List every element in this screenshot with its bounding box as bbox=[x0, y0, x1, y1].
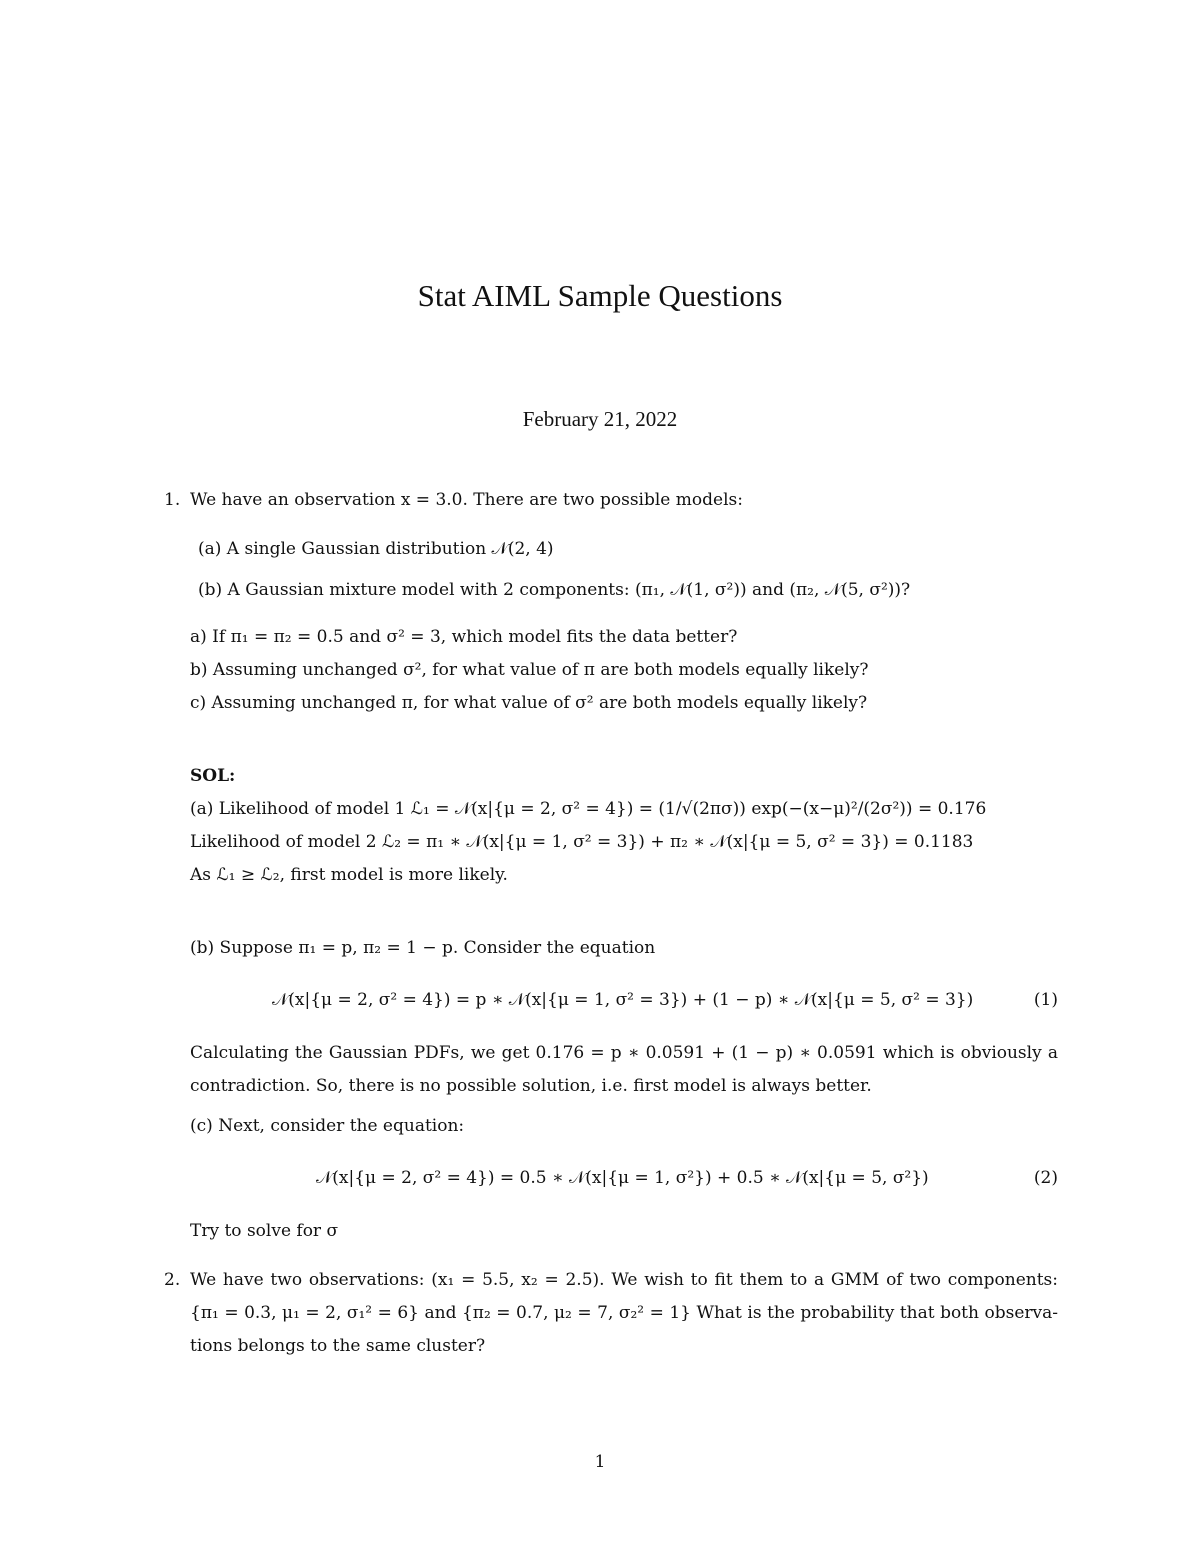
equation-2: 𝒩(x|{μ = 2, σ² = 4}) = 0.5 ∗ 𝒩(x|{μ = 1, σ²}) + 0.5 ∗ 𝒩(x|{μ = 5, σ²}) bbox=[316, 1168, 929, 1188]
question-1-option-b: (b) A Gaussian mixture model with 2 components: (π₁, 𝒩(1, σ²)) and (π₂, 𝒩(5, σ²))? bbox=[198, 580, 911, 600]
question-1-number: 1. bbox=[164, 490, 181, 510]
solution-c-try: Try to solve for σ bbox=[190, 1221, 339, 1241]
solution-a-line-2: Likelihood of model 2 ℒ₂ = π₁ ∗ 𝒩(x|{μ = 1, σ² = 3}) + π₂ ∗ 𝒩(x|{μ = 5, σ² = 3}) = 0.1183 bbox=[190, 832, 974, 852]
question-1-part-b: b) Assuming unchanged σ², for what value of π are both models equally likely? bbox=[190, 660, 869, 680]
solution-heading: SOL: bbox=[190, 766, 236, 786]
document-date: February 21, 2022 bbox=[522, 407, 678, 431]
question-1-option-a: (a) A single Gaussian distribution 𝒩(2, 4) bbox=[198, 539, 554, 559]
question-2-line-3: tions belongs to the same cluster? bbox=[190, 1336, 486, 1356]
solution-a-line-1: (a) Likelihood of model 1 ℒ₁ = 𝒩(x|{μ = 2, σ² = 4}) = (1/√(2πσ)) exp(−(x−μ)²/(2σ²)) = 0.176 bbox=[190, 799, 987, 819]
question-2-line-1: We have two observations: (x₁ = 5.5, x₂ = 2.5). We wish to fit them to a GMM of two components: bbox=[190, 1270, 1058, 1290]
solution-a-line-3: As ℒ₁ ≥ ℒ₂, first model is more likely. bbox=[190, 865, 508, 885]
question-1-text: We have an observation x = 3.0. There are two possible models: bbox=[190, 490, 743, 510]
solution-b-paragraph-line-2: contradiction. So, there is no possible solution, i.e. first model is always better. bbox=[190, 1076, 872, 1096]
question-2-number: 2. bbox=[164, 1270, 181, 1290]
document-title: Stat AIML Sample Questions bbox=[417, 278, 783, 313]
equation-1-number: (1) bbox=[1033, 990, 1058, 1010]
solution-b-intro: (b) Suppose π₁ = p, π₂ = 1 − p. Consider the equation bbox=[190, 938, 656, 958]
question-1-part-c: c) Assuming unchanged π, for what value of σ² are both models equally likely? bbox=[190, 693, 868, 713]
solution-b-paragraph-line-1: Calculating the Gaussian PDFs, we get 0.176 = p ∗ 0.0591 + (1 − p) ∗ 0.0591 which is obviously a bbox=[190, 1043, 1058, 1063]
question-1-part-a: a) If π₁ = π₂ = 0.5 and σ² = 3, which model fits the data better? bbox=[190, 627, 738, 647]
page-number: 1 bbox=[594, 1452, 606, 1472]
equation-2-number: (2) bbox=[1033, 1168, 1058, 1188]
solution-c-intro: (c) Next, consider the equation: bbox=[190, 1116, 465, 1136]
question-2-line-2: {π₁ = 0.3, μ₁ = 2, σ₁² = 6} and {π₂ = 0.7, μ₂ = 7, σ₂² = 1} What is the probability that both observa- bbox=[190, 1303, 1058, 1323]
equation-1: 𝒩(x|{μ = 2, σ² = 4}) = p ∗ 𝒩(x|{μ = 1, σ² = 3}) + (1 − p) ∗ 𝒩(x|{μ = 5, σ² = 3}) bbox=[272, 990, 974, 1010]
